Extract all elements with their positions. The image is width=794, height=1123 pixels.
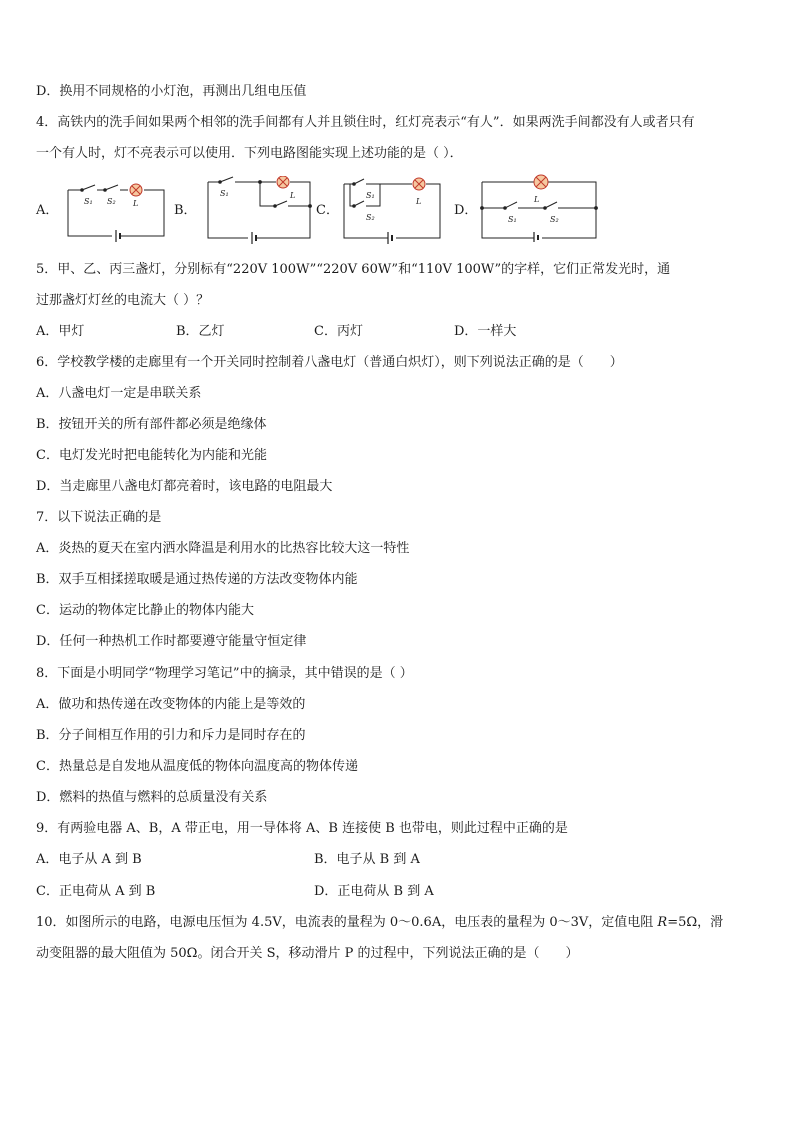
q4-stem-line1: 4．高铁内的洗手间如果两个相邻的洗手间都有人并且锁住时，红灯亮表示“有人”．如果两洗手间都没有人或者只有 <box>36 115 695 130</box>
q4c-lamp-label: L <box>416 197 422 206</box>
q7-stem: 7．以下说法正确的是 <box>36 510 162 525</box>
q4-stem-line2: 一个有人时，灯不亮表示可以使用．下列电路图能实现上述功能的是（ ）． <box>36 146 463 161</box>
q10-resistor-symbol: R <box>657 915 668 930</box>
q4a-lamp-label: L <box>133 199 139 208</box>
circuit-diagram-b <box>204 176 314 244</box>
q7-option-a: A．炎热的夏天在室内洒水降温是利用水的比热容比较大这一特性 <box>36 541 410 556</box>
circuit-diagram-c <box>340 176 444 244</box>
q4c-s1-label: S₁ <box>366 191 375 200</box>
q6-option-d: D．当走廊里八盏电灯都亮着时，该电路的电阻最大 <box>36 479 333 494</box>
q8-option-b: B．分子间相互作用的引力和斥力是同时存在的 <box>36 728 306 743</box>
q4-label-a: A． <box>36 203 59 218</box>
q9-stem: 9．有两验电器 A、B，A 带正电，用一导体将 A、B 连接使 B 也带电，则此过程中正确的是 <box>36 821 568 836</box>
q10-line1-part-b: =5Ω，滑 <box>667 915 724 930</box>
q5-stem-line1: 5．甲、乙、丙三盏灯，分别标有“220V 100W”“220V 60W”和“110V 100W”的字样，它们正常发光时，通 <box>36 262 671 277</box>
q4d-lamp-label: L <box>534 195 540 204</box>
q6-stem: 6．学校教学楼的走廊里有一个开关同时控制着八盏电灯（普通白炽灯），则下列说法正确的是（ ） <box>36 355 623 370</box>
q4a-s1-label: S₁ <box>84 197 93 206</box>
circuit-diagram-a <box>64 180 168 244</box>
q4a-s2-label: S₂ <box>107 197 116 206</box>
q9-option-b: B．电子从 B 到 A <box>314 852 420 867</box>
q7-option-c: C．运动的物体定比静止的物体内能大 <box>36 603 254 618</box>
q7-option-b: B．双手互相揉搓取暖是通过热传递的方法改变物体内能 <box>36 572 358 587</box>
q4c-s2-label: S₂ <box>366 213 375 222</box>
q4-label-c: C． <box>316 203 339 218</box>
q5-option-a: A．甲灯 <box>36 324 85 339</box>
q4-label-b: B． <box>174 203 197 218</box>
q5-option-c: C．丙灯 <box>314 324 363 339</box>
q4b-s1-label: S₁ <box>220 189 229 198</box>
q5-option-d: D．一样大 <box>454 324 517 339</box>
q4d-s2-label: S₂ <box>550 215 559 224</box>
q5-option-b: B．乙灯 <box>176 324 225 339</box>
q7-option-d: D．任何一种热机工作时都要遵守能量守恒定律 <box>36 634 307 649</box>
q9-option-d: D．正电荷从 B 到 A <box>314 884 434 899</box>
q6-option-a: A．八盏电灯一定是串联关系 <box>36 386 202 401</box>
q10-line1-part-a: 10．如图所示的电路，电源电压恒为 4.5V，电流表的量程为 0～0.6A，电压表的量程为 0～3V，定值电阻 <box>36 915 658 930</box>
circuit-diagram-d <box>478 170 600 242</box>
q9-option-a: A．电子从 A 到 B <box>36 852 142 867</box>
q10-stem-line1 <box>36 915 723 931</box>
q8-option-d: D．燃料的热值与燃料的总质量没有关系 <box>36 790 268 805</box>
q8-option-a: A．做功和热传递在改变物体的内能上是等效的 <box>36 697 306 712</box>
q6-option-c: C．电灯发光时把电能转化为内能和光能 <box>36 448 267 463</box>
q4-label-d: D． <box>454 203 478 218</box>
q6-option-b: B．按钮开关的所有部件都必须是绝缘体 <box>36 417 267 432</box>
q4b-lamp-label: L <box>290 191 296 200</box>
q8-stem: 8．下面是小明同学“物理学习笔记”中的摘录，其中错误的是（ ） <box>36 666 413 681</box>
q10-stem-line2: 动变阻器的最大阻值为 50Ω。闭合开关 S，移动滑片 P 的过程中，下列说法正确的是（ ） <box>36 946 579 961</box>
q4d-s1-label: S₁ <box>508 215 517 224</box>
q3-option-d: D．换用不同规格的小灯泡，再测出几组电压值 <box>36 84 307 99</box>
q8-option-c: C．热量总是自发地从温度低的物体向温度高的物体传递 <box>36 759 358 774</box>
q9-option-c: C．正电荷从 A 到 B <box>36 884 156 899</box>
q5-stem-line2: 过那盏灯灯丝的电流大（ ）？ <box>36 293 210 308</box>
